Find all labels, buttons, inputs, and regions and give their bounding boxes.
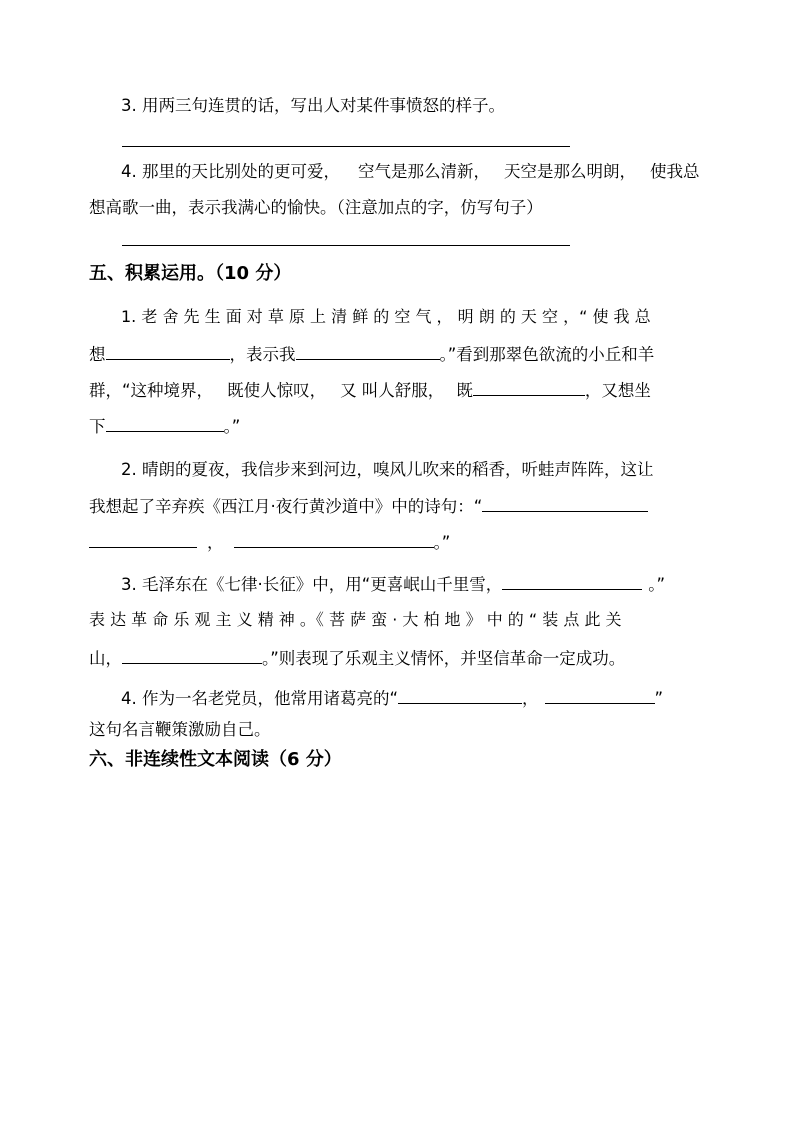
- s5-q1-line-4: [89, 414, 240, 439]
- s5-q2-text-b: 。”: [433, 533, 451, 552]
- s5-q1-line-2: [89, 342, 654, 367]
- s5-q4-blank-1[interactable]: [398, 686, 522, 704]
- s5-q1-line-3: [89, 378, 651, 403]
- s5-q3-text-d: 。”则表现了乐观主义情怀，并坚信革命一定成功。: [262, 649, 626, 668]
- section-6-title: [89, 748, 342, 772]
- s5-q1-text-b: ，表示我: [229, 345, 296, 364]
- s5-q4-line-1: [121, 686, 663, 711]
- s5-q1-text-d: 群，“这种境界，: [89, 381, 214, 400]
- s5-q1-text-e: 既使人惊叹，: [227, 381, 327, 400]
- q4-part-3: 天空是那么明朗，: [504, 162, 636, 181]
- s5-q3-line-2-text: 表 达 革 命 乐 观 主 义 精 神 。《 菩 萨 蛮 · 大 柏 地 》 中 的 “ 装 点 此 关: [89, 610, 622, 629]
- s5-q3-text-b: 。”: [648, 575, 666, 594]
- q4-line-2-text: 想高歌一曲，表示我满心的愉快。（注意加点的字，仿写句子）: [89, 198, 543, 217]
- s5-q1-line-1: [121, 305, 651, 329]
- s5-q3-text-c: 山，: [89, 649, 122, 668]
- s5-q1-line-1-text: 1. 老 舍 先 生 面 对 草 原 上 清 鲜 的 空 气 ， 明 朗 的 天 空 ，“ 使 我 总: [121, 307, 651, 326]
- s5-q2-line-1: [121, 458, 654, 482]
- q4-part-2: 空气是那么清新，: [358, 162, 490, 181]
- s5-q1-text-a: 想: [89, 345, 106, 364]
- s5-q3-blank-2[interactable]: [122, 646, 262, 664]
- s5-q4-blank-2[interactable]: [545, 686, 655, 704]
- s5-q1-blank-1[interactable]: [106, 342, 230, 360]
- section-5-title-text: 五、积累运用。（10 分）: [89, 263, 292, 284]
- s5-q3-line-3: [89, 646, 625, 671]
- question-4-line-2: [89, 196, 543, 220]
- s5-q1-blank-4[interactable]: [106, 414, 224, 432]
- s5-q1-text-f: 又 叫人舒服，: [340, 381, 445, 400]
- s5-q2-line-2: [89, 494, 648, 519]
- q4-part-1: 4. 那里的天比别处的更可爱，: [121, 162, 340, 181]
- s5-q4-text-b: ，: [522, 689, 539, 708]
- s5-q1-text-i: 下: [89, 417, 106, 436]
- q4-part-4: 使我总: [650, 162, 700, 181]
- s5-q1-text-c: 。”看到那翠色欲流的小丘和羊: [439, 345, 655, 364]
- s5-q4-line-2: [89, 718, 271, 742]
- s5-q4-text-a: 4. 作为一名老党员，他常用诸葛亮的“: [121, 689, 399, 708]
- s5-q3-blank-1[interactable]: [502, 572, 642, 590]
- answer-line-q3[interactable]: [122, 146, 570, 147]
- s5-q3-line-2: [89, 608, 622, 632]
- s5-q2-blank-3[interactable]: [234, 530, 434, 548]
- answer-line-q4[interactable]: [122, 245, 570, 246]
- question-3-text: 3. 用两三句连贯的话，写出人对某件事愤怒的样子。: [121, 96, 505, 115]
- s5-q2-blank-1[interactable]: [482, 494, 648, 512]
- s5-q1-blank-2[interactable]: [296, 342, 440, 360]
- s5-q1-blank-3[interactable]: [473, 378, 585, 396]
- s5-q4-line-2-text: 这句名言鞭策激励自己。: [89, 720, 271, 739]
- s5-q2-line-2-text: 我想起了辛弃疾《西江月·夜行黄沙道中》中的诗句：“: [89, 497, 483, 516]
- s5-q3-line-1: [121, 572, 665, 597]
- s5-q1-text-h: ，又想坐: [584, 381, 651, 400]
- s5-q3-text-a: 3. 毛泽东在《七律·长征》中，用“更喜岷山千里雪，: [121, 575, 503, 594]
- s5-q4-text-c: ”: [654, 689, 664, 708]
- s5-q2-blank-2[interactable]: [89, 530, 197, 548]
- s5-q2-line-1-text: 2. 晴朗的夏夜，我信步来到河边，嗅风儿吹来的稻香，听蛙声阵阵，这让: [121, 460, 654, 479]
- question-4-line-1: [121, 160, 700, 184]
- s5-q1-text-g: 既: [456, 381, 473, 400]
- section-5-title: [89, 262, 291, 286]
- question-3: [121, 94, 505, 118]
- s5-q2-line-3: [89, 530, 450, 555]
- s5-q2-text-a: ，: [207, 533, 224, 552]
- s5-q1-text-j: 。”: [223, 417, 241, 436]
- section-6-title-text: 六、非连续性文本阅读（6 分）: [89, 749, 342, 770]
